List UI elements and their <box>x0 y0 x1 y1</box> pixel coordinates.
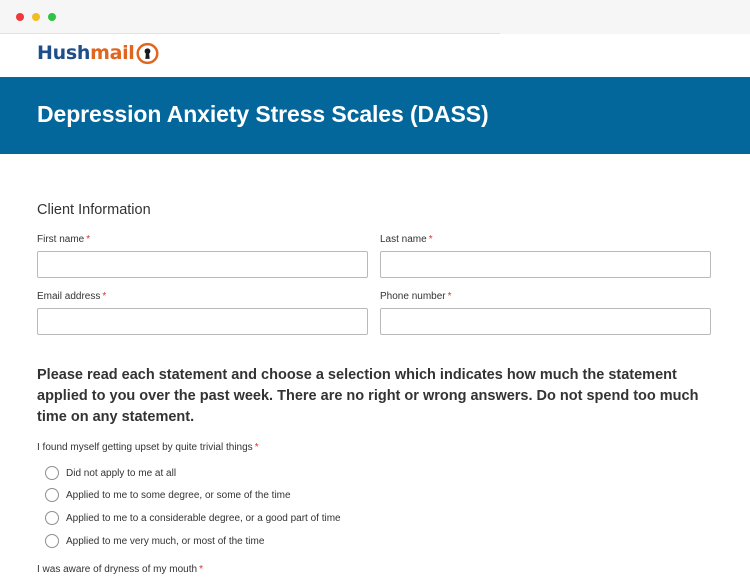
question-text: I was aware of dryness of my mouth <box>37 564 198 575</box>
required-marker: * <box>102 291 107 302</box>
keyhole-icon <box>136 42 159 65</box>
radio-option[interactable] <box>45 465 176 481</box>
last-name-field[interactable] <box>380 251 711 278</box>
question-text: I found myself getting upset by quite trivial things <box>37 442 253 453</box>
radio-option-label[interactable]: Applied to me to a considerable degree, or a good part of time <box>66 512 341 524</box>
required-marker: * <box>447 291 452 302</box>
radio-option-label[interactable]: Applied to me to some degree, or some of the time <box>66 489 291 501</box>
hushmail-logo[interactable] <box>37 38 159 68</box>
radio-button[interactable] <box>45 466 59 480</box>
phone-number-label <box>380 291 452 302</box>
required-marker: * <box>199 564 203 575</box>
radio-button[interactable] <box>45 511 59 525</box>
radio-option[interactable] <box>45 533 264 549</box>
radio-option[interactable] <box>45 510 341 526</box>
close-window-button[interactable] <box>16 13 24 21</box>
last-name-label-text: Last name <box>380 234 427 245</box>
question-label <box>37 442 259 453</box>
first-name-label <box>37 234 90 245</box>
radio-button[interactable] <box>45 488 59 502</box>
last-name-label <box>380 234 433 245</box>
radio-option[interactable] <box>45 487 291 503</box>
phone-number-field[interactable] <box>380 308 711 335</box>
required-marker: * <box>86 234 91 245</box>
email-address-field[interactable] <box>37 308 368 335</box>
question-label <box>37 564 203 575</box>
instructions-text: Please read each statement and choose a selection which indicates how much the statement applied to you over the past week. There are no right or wrong answers. Do not spend too much time on any statement. <box>37 367 699 425</box>
minimize-window-button[interactable] <box>32 13 40 21</box>
required-marker: * <box>428 234 433 245</box>
email-address-label-text: Email address <box>37 291 101 302</box>
form-title: Depression Anxiety Stress Scales (DASS) <box>37 101 489 127</box>
required-marker: * <box>254 442 259 453</box>
first-name-label-text: First name <box>37 234 85 245</box>
radio-option-label[interactable]: Did not apply to me at all <box>66 467 177 479</box>
titlebar-divider <box>0 33 500 34</box>
logo-text-mail: mail <box>90 42 135 64</box>
email-address-label <box>37 291 106 302</box>
radio-button[interactable] <box>45 534 59 548</box>
window-titlebar <box>0 0 750 34</box>
maximize-window-button[interactable] <box>48 13 56 21</box>
logo-text-hush: Hush <box>37 42 91 64</box>
first-name-field[interactable] <box>37 251 368 278</box>
section-title-client-information: Client Information <box>37 202 151 218</box>
phone-number-label-text: Phone number <box>380 291 446 302</box>
radio-option-label[interactable]: Applied to me very much, or most of the time <box>66 535 265 547</box>
